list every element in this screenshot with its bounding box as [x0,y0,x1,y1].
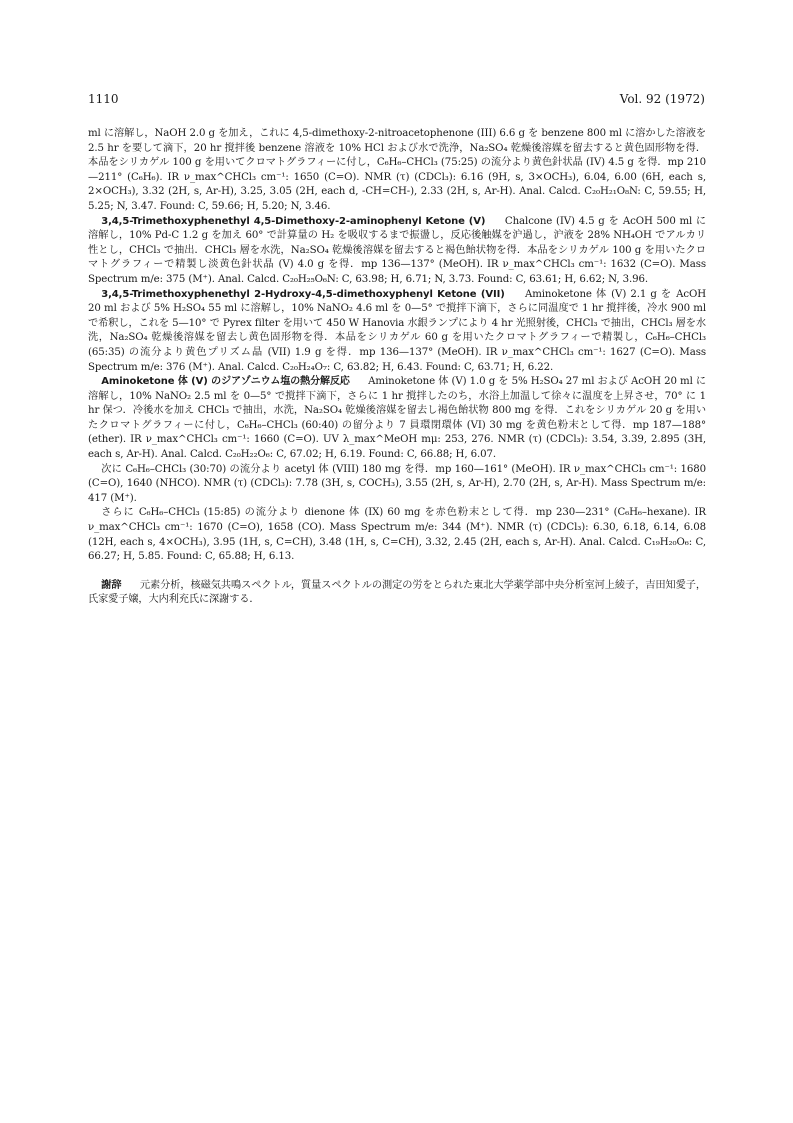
paragraph-text: ml に溶解し，NaOH 2.0 g を加え，これに 4,5-dimethoxy-2-nitroacetophenone (III) 6.6 g を benzene 800 ml に溶かした溶液を 2.5 hr を要して滴下，20 hr 撹拌後 benzene 溶液を 10% HCl および水で洗浄，Na₂SO₄ 乾燥後溶媒を留去すると黄色固形物を得．本品をシリカゲル 100 g を用いてクロマトグラフィーに付し，C₆H₆–CHCl₃ (75:25) の流分より黄色針状晶 (IV) 4.5 g を得．mp 210—211° (C₆H₆). IR ν_max^CHCl₃ cm⁻¹: 1650 (C=O). NMR (τ) (CDCl₃): 6.16 (9H, s, 3×OCH₃), 6.04, 6.00 (6H, each s, 2×OCH₃), 3.32 (2H, s, Ar-H), 3.25, 3.05 (2H, each d, -CH=CH-), 2.33 (2H, s, Ar-H). Anal. Calcd. C₂₀H₂₁O₈N: C, 59.55; H, 5.25; N, 3.47. Found: C, 59.66; H, 5.20; N, 3.46. [88,128,706,212]
paragraph-text: Aminoketone 体 (V) 1.0 g を 5% H₂SO₄ 27 ml および AcOH 20 ml に溶解し，10% NaNO₂ 2.5 ml を 0—5° で撹拌下滴下，さらに 1 hr 撹拌したのち，水浴上加温して徐々に温度を上昇させ，70° に 1 hr 保つ．冷後水を加え CHCl₃ で抽出，水洗，Na₂SO₄ 乾燥後溶媒を留去し褐色飴状物 800 mg を得．これをシリカゲル 20 g を用いたクロマトグラフィーに付し，C₆H₆–CHCl₃ (60:40) の留分より 7 員環閉環体 (VI) 30 mg を黄色粉末として得．mp 187—188° (ether). IR ν_max^CHCl₃ cm⁻¹: 1660 (C=O). UV λ_max^MeOH mμ: 253, 276. NMR (τ) (CDCl₃): 3.54, 3.39, 2.895 (3H, each s, Ar-H). Anal. Calcd. C₂₀H₂₂O₆: C, 67.02; H, 6.19. Found: C, 66.88; H, 6.07. [88,376,707,461]
journal-volume: Vol. 92 (1972) [619,92,705,106]
acknowledgement [88,579,706,608]
article-body [88,127,706,608]
paragraph-text: 次に C₆H₆–CHCl₃ (30:70) の流分より acetyl 体 (VIII) 180 mg を得．mp 160—161° (MeOH). IR ν_max^CHCl₃ cm⁻¹: 1680 (C=O), 1640 (NHCO). NMR (τ) (CDCl₃): 7.78 (3H, s, COCH₃), 3.55 (2H, s, Ar-H), 2.70 (2H, s, Ar-H). Mass Spectrum m/e: 417 (M⁺). [88,463,706,504]
paragraph-text: さらに C₆H₆–CHCl₃ (15:85) の流分より dienone 体 (IX) 60 mg を赤色粉末として得．mp 230—231° (C₆H₆–hexane). IR ν_max^CHCl₃ cm⁻¹: 1670 (C=O), 1658 (CO). Mass Spectrum m/e: 344 (M⁺). NMR (τ) (CDCl₃): 6.30, 6.18, 6.14, 6.08 (12H, each s, 4×OCH₃), 3.95 (1H, s, C=CH), 3.48 (1H, s, C=CH), 3.32, 2.45 (2H, each s, Ar-H). Anal. Calcd. C₁₉H₂₀O₆: C, 66.27; H, 5.85. Found: C, 65.88; H, 6.13. [88,507,706,563]
paragraph-ketone-vii [88,288,706,376]
acknowledgement-title: 謝辞 [101,579,122,591]
page-header [88,92,705,110]
paragraph-ketone-v [88,215,706,288]
page-number: 1110 [88,92,119,106]
paragraph-acetyl [88,463,706,507]
paragraph-dienone [88,506,706,564]
section-heading: Aminoketone 体 (V) のジアゾニウム塩の熱分解反応 [101,376,350,388]
paragraph-diazonium [88,375,706,463]
section-heading: 3,4,5-Trimethoxyphenethyl 2-Hydroxy-4,5-dimethoxyphenyl Ketone (VII) [101,288,505,300]
paragraph-chalcone [88,127,706,215]
paragraph-text: Chalcone (IV) 4.5 g を AcOH 500 ml に溶解し，10% Pd-C 1.2 g を加え 60° で計算量の H₂ を吸収するまで振盪し，反応後触媒を沪過し，沪液を 28% NH₄OH でアルカリ性とし，CHCl₃ で抽出．CHCl₃ 層を水洗，Na₂SO₄ 乾燥後溶媒を留去すると褐色飴状物を得．本品をシリカゲル 100 g を用いたクロマトグラフィーで精製し淡黄色針状晶 (V) 4.0 g を得．mp 136—137° (MeOH). IR ν_max^CHCl₃ cm⁻¹: 1632 (C=O). Mass Spectrum m/e: 375 (M⁺). Anal. Calcd. C₂₀H₂₅O₆N: C, 63.98; H, 6.71; N, 3.73. Found: C, 63.61; H, 6.62; N, 3.96. [88,215,706,285]
section-heading: 3,4,5-Trimethoxyphenethyl 4,5-Dimethoxy-2-aminophenyl Ketone (V) [101,215,486,227]
paragraph-text: Aminoketone 体 (V) 2.1 g を AcOH 20 ml および 5% H₂SO₄ 55 ml に溶解し，10% NaNO₂ 4.6 ml を 0—5° で撹拌下滴下，さらに同温度で 1 hr 撹拌後，冷水 900 ml で希釈し，これを 5—10° で Pyrex filter を用いて 450 W Hanovia 水銀ランプにより 4 hr 光照射後，CHCl₃ で抽出，CHCl₃ 層を水洗，Na₂SO₄ 乾燥後溶媒を留去し黄色固形物を得．本品をシリカゲル 60 g を用いたクロマトグラフィーで精製し，C₆H₆–CHCl₃ (65:35) の流分より黄色プリズム晶 (VII) 1.9 g を得．mp 136—137° (MeOH). IR ν_max^CHCl₃ cm⁻¹: 1627 (C=O). Mass Spectrum m/e: 376 (M⁺). Anal. Calcd. C₂₀H₂₄O₇: C, 63.82; H, 6.43. Found: C, 63.71; H, 6.22. [88,288,707,373]
acknowledgement-text: 元素分析，核磁気共鳴スペクトル，質量スペクトルの測定の労をとられた東北大学薬学部中央分析室河上綾子，吉田知愛子，氏家愛子嬢，大内利充氏に深謝する． [88,579,706,606]
